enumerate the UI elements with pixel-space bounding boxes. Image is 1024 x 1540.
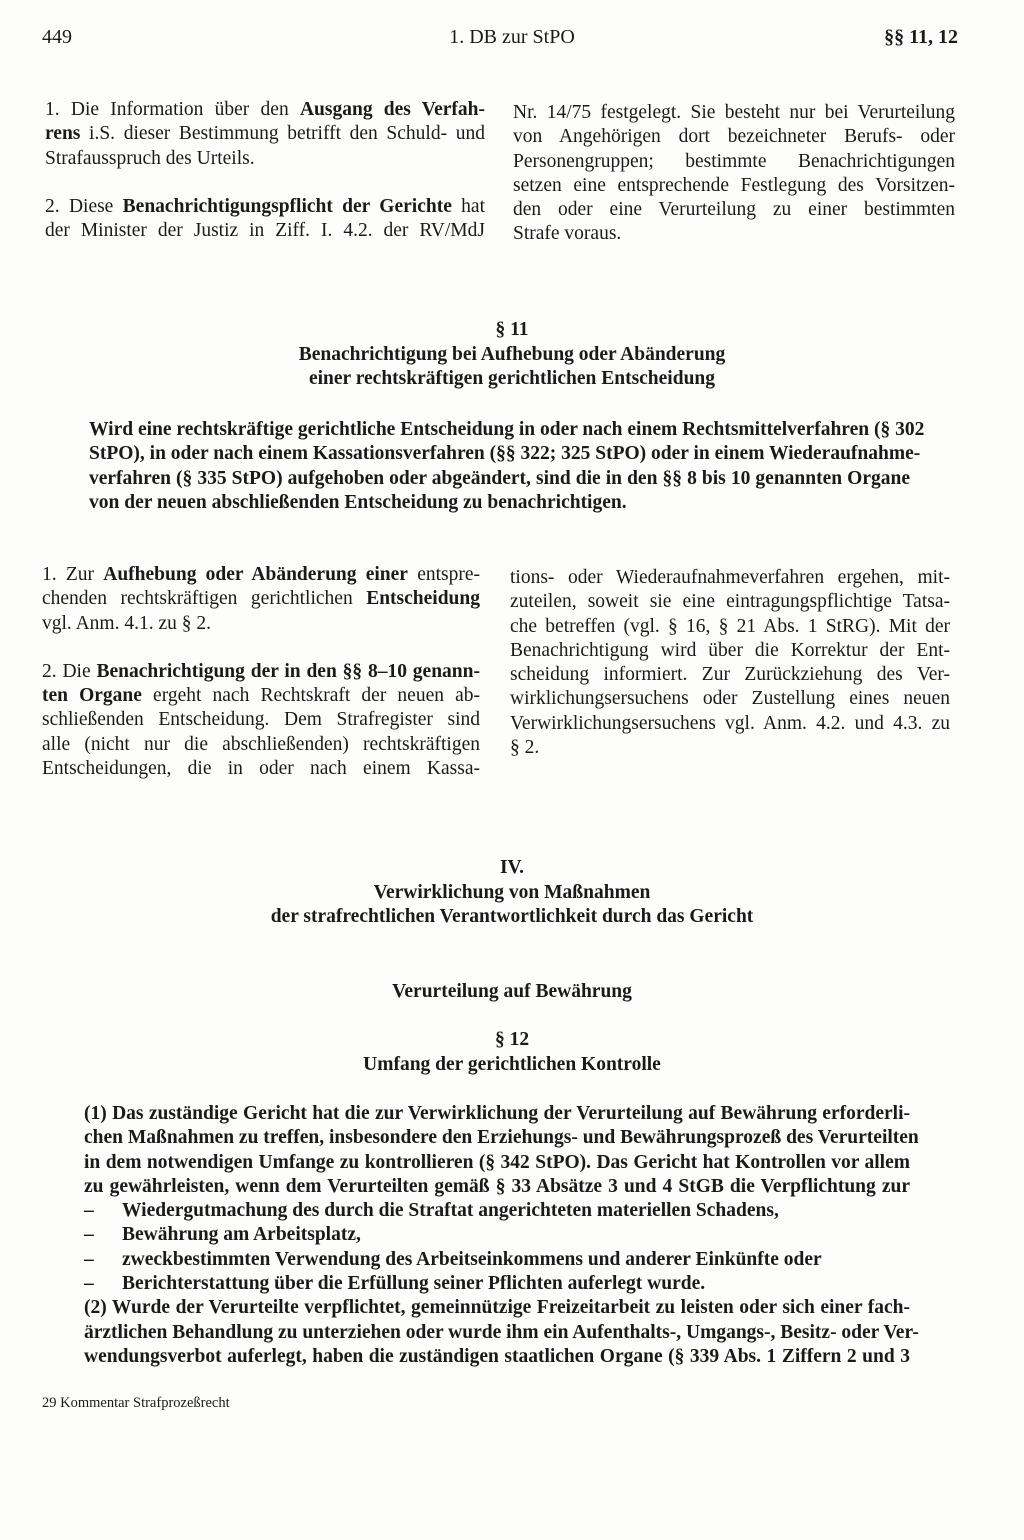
dash-marker: – (84, 1200, 94, 1222)
section-reference: §§ 11, 12 (884, 26, 958, 48)
note-line: § 2. (510, 737, 540, 759)
note-line: Personengruppen; bestimmte Benachrichtigungen (513, 150, 955, 172)
note-line: alle (nicht nur die abschließenden) rechtskräftigen (42, 733, 480, 755)
note-spacer (45, 171, 485, 195)
list-item: – zweckbestimmten Verwendung des Arbeitseinkommens und anderer Einkünfte oder (84, 1248, 910, 1272)
text-line: chen Maßnahmen zu treffen, insbesondere den Erziehungs- und Bewährungsprozeß des Verurteilten (84, 1127, 919, 1149)
note-line: zuteilen, soweit sie eine eintragungspflichtige Tatsa- (510, 591, 950, 613)
subheading-probation: Verurteilung auf Bewährung (392, 981, 632, 1002)
notes-11-left (42, 563, 480, 781)
note-line: Verwirklichungsersuchens vgl. Anm. 4.2. und 4.3. zu (510, 712, 950, 734)
note-line: Benachrichtigung wird über die Korrektur der Ent- (510, 639, 950, 661)
note-line: 2. Diese Benachrichtigungspflicht der Gerichte hat (45, 195, 485, 217)
note-line: Strafe voraus. (513, 223, 622, 245)
chapter-4-number: IV. (499, 857, 525, 878)
dash-marker: – (84, 1224, 94, 1246)
note-line: ten Organe ergeht nach Rechtskraft der neuen ab- (42, 685, 480, 707)
page-footer: 29 Kommentar Strafprozeßrecht (42, 1395, 230, 1411)
notes-11-right (510, 566, 950, 760)
notes-top-right (513, 101, 955, 247)
note-line: rens i.S. dieser Bestimmung betrifft den Schuld- und (45, 123, 485, 145)
section-12-title: Umfang der gerichtlichen Kontrolle (363, 1054, 661, 1075)
text-line: von der neuen abschließenden Entscheidung zu benachrichtigen. (89, 491, 627, 513)
note-line: Strafausspruch des Urteils. (45, 147, 255, 169)
note-line: der Minister der Justiz in Ziff. I. 4.2. der RV/MdJ (45, 220, 485, 242)
note-line: von Angehörigen dort bezeichneter Berufs- oder (513, 126, 955, 148)
note-line: Nr. 14/75 festgelegt. Sie besteht nur bei Verurteilung (513, 102, 955, 123)
section-11-title: Benachrichtigung bei Aufhebung oder Abänderung einer rechtskräftigen gerichtlichen Entscheidung (298, 344, 726, 390)
text-line: wendungsverbot auferlegt, haben die zuständigen staatlichen Organe (§ 339 Abs. 1 Ziffern 2 und 3 (84, 1345, 910, 1367)
note-line: 1. Zur Aufhebung oder Abänderung einer entspre- (42, 564, 481, 585)
section-11-number: § 11 (495, 319, 529, 340)
section-12-number: § 12 (494, 1029, 530, 1050)
text-line: Wird eine rechtskräftige gerichtliche Entscheidung in oder nach einem Rechtsmittelverfahren (§ 302 (89, 419, 925, 440)
list-item: – Bewährung am Arbeitsplatz, (84, 1223, 910, 1247)
text-line: (2) Wurde der Verurteilte verpflichtet, gemeinnützige Freizeitarbeit zu leisten oder sich einer fach- (84, 1297, 910, 1319)
note-line: schließenden Entscheidung. Dem Strafregister sind (42, 709, 480, 731)
text-line: StPO), in oder nach einem Kassationsverfahren (§§ 322; 325 StPO) oder in einem Wiederaufnahme- (89, 443, 921, 465)
note-line: setzen eine entsprechende Festlegung des Vorsitzen- (513, 174, 955, 196)
note-line: Entscheidungen, die in oder nach einem Kassa- (42, 758, 480, 780)
notes-top-left (45, 98, 485, 243)
chapter-4-title: Verwirklichung von Maßnahmen der strafrechtlichen Verantwortlichkeit durch das Gericht (270, 882, 754, 928)
list-item: – Wiedergutmachung des durch die Straftat angerichteten materiellen Schadens, (84, 1199, 910, 1223)
running-title: 1. DB zur StPO (449, 26, 575, 48)
list-item: – Berichterstattung über die Erfüllung seiner Pflichten auferlegt wurde. (84, 1272, 910, 1296)
note-line: scheidung informiert. Zur Zurückziehung des Ver- (510, 664, 950, 686)
text-line: (1) Das zuständige Gericht hat die zur Verwirklichung der Verurteilung auf Bewährung erforderli- (84, 1103, 910, 1124)
note-line: chenden rechtskräftigen gerichtlichen Entscheidung (42, 588, 480, 610)
text-line: ärztlichen Behandlung zu unterziehen oder wurde ihm ein Aufenthalts-, Umgangs-, Besitz- oder Ver- (84, 1321, 919, 1343)
note-line: den oder eine Verurteilung zu einer bestimmten (513, 199, 955, 221)
note-line: tions- oder Wiederaufnahmeverfahren ergehen, mit- (510, 567, 950, 588)
note-line: wirklichungsersuchens oder Zustellung eines neuen (510, 688, 950, 710)
section-11-text (89, 418, 925, 515)
note-spacer (42, 636, 480, 660)
text-line: zu gewährleisten, wenn dem Verurteilten gemäß § 33 Absätze 3 und 4 StGB die Verpflichtung zur (84, 1175, 910, 1197)
dash-marker: – (84, 1273, 94, 1295)
note-line: 2. Die Benachrichtigung der in den §§ 8–10 genann- (42, 660, 480, 682)
text-line: verfahren (§ 335 StPO) aufgehoben oder abgeändert, sind die in den §§ 8 bis 10 genannten Organe (89, 467, 910, 489)
note-line: vgl. Anm. 4.1. zu § 2. (42, 612, 211, 634)
dash-marker: – (84, 1248, 94, 1270)
section-12-text (84, 1102, 919, 1369)
page-number: 449 (42, 26, 72, 48)
note-line: 1. Die Information über den Ausgang des Verfah- (45, 99, 485, 120)
text-line: in dem notwendigen Umfange zu kontrollieren (§ 342 StPO). Das Gericht hat Kontrollen vor allem (84, 1151, 910, 1173)
note-line: che betreffen (vgl. § 16, § 21 Abs. 1 StRG). Mit der (510, 615, 950, 637)
